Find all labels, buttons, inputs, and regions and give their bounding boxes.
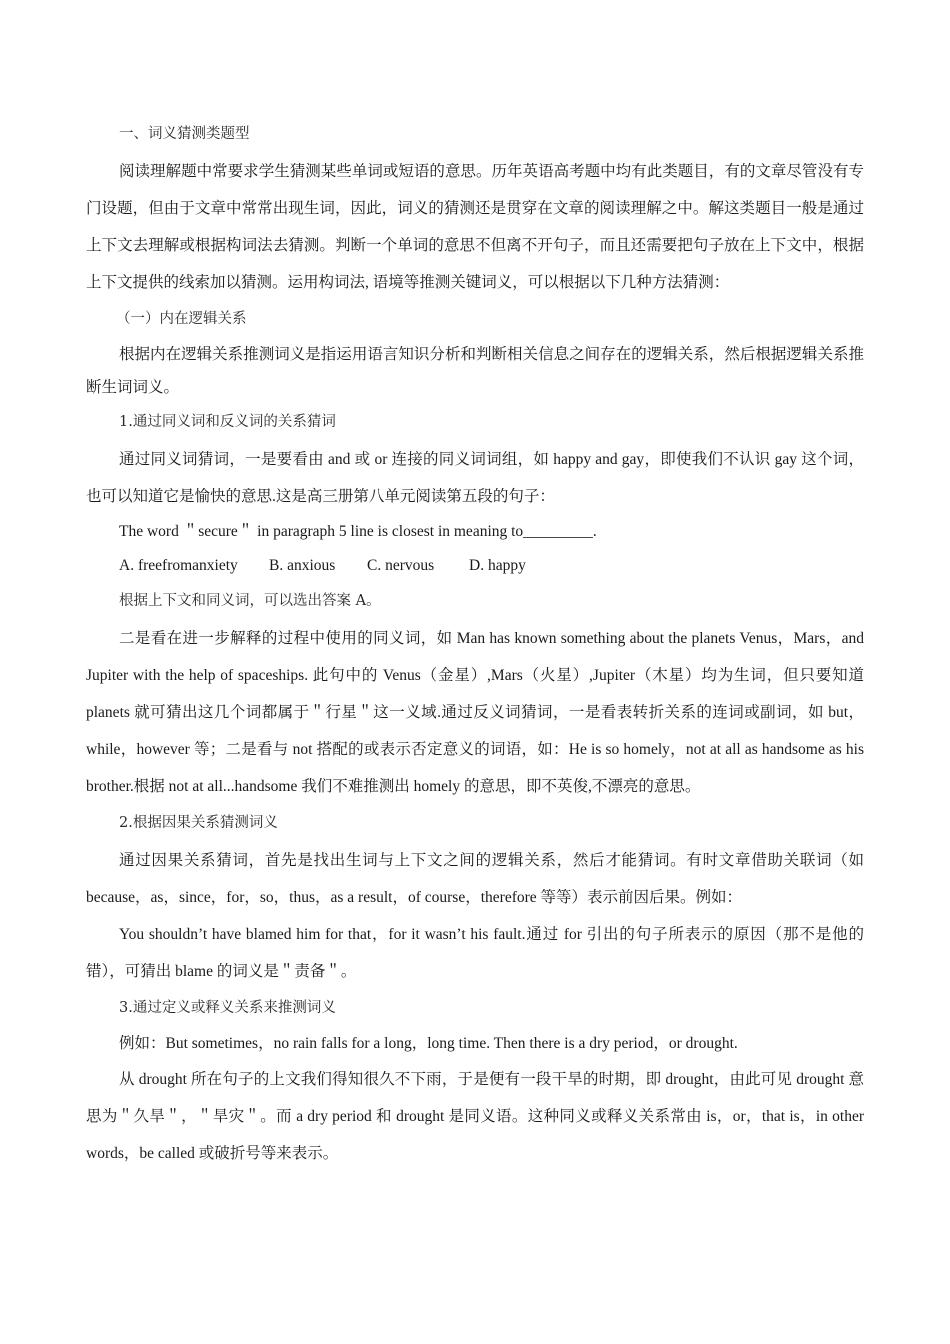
item3-example: 例如：But sometimes，no rain falls for a long，long time. Then there is a dry period，or drought.	[119, 1035, 738, 1052]
answer-note: 根据上下文和同义词，可以选出答案 A。	[119, 593, 381, 609]
item3-title: 3.通过定义或释义关系来推测词义	[119, 1000, 336, 1016]
item1-title: 1.通过同义词和反义词的关系猜词	[119, 414, 336, 430]
item1-paragraph-2: 二是看在进一步解释的过程中使用的同义词，如 Man has known something about the planets Venus，Mars，and Jupiter with the help of spaceships. 此句中的 Venus（金星）,Mars（火星）,Jupiter（木星）均为生词，但只要知道 planets 就可猜出这几个词都属于＂行星＂这一义域.通过反义词猜词，一是看表转折关系的连词或副词，如 but，while，however 等；二是看与 not 搭配的或表示否定意义的词语，如：He is so homely，not at all as handsome as his brother.根据 not at all...handsome 我们不难推测出 homely 的意思，即不英俊,不漂亮的意思。	[86, 630, 864, 795]
intro-paragraph: 阅读理解题中常要求学生猜测某些单词或短语的意思。历年英语高考题中均有此类题目，有的文章尽管没有专门设题，但由于文章中常常出现生词，因此，词义的猜测还是贯穿在文章的阅读理解之中。解这类题目一般是通过上下文去理解或根据构词法去猜测。判断一个单词的意思不但离不开句子，而且还需要把句子放在上下文中，根据上下文提供的线索加以猜测。运用构词法, 语境等推测关键词义，可以根据以下几种方法猜测：	[86, 163, 864, 291]
option-b: B. anxious	[269, 557, 336, 574]
answer-options	[86, 549, 864, 583]
item3-paragraph: 从 drought 所在句子的上文我们得知很久不下雨，于是便有一段干旱的时期，即 drought，由此可见 drought 意思为＂久旱＂，＂旱灾＂。而 a dry period 和 drought 是同义语。这种同义或释义关系常由 is，or，that is，in other words，be called 或破折号等来表示。	[86, 1071, 864, 1162]
option-c: C. nervous	[367, 557, 435, 574]
question-line: The word ＂secure＂ in paragraph 5 line is closest in meaning to_________.	[119, 523, 597, 540]
item2-paragraph: 通过因果关系猜词，首先是找出生词与上下文之间的逻辑关系，然后才能猜词。有时文章借助关联词（如 because，as，since，for，so，thus，as a result，of course，therefore 等等）表示前因后果。例如：	[86, 852, 864, 906]
item2-example: You shouldn’t have blamed him for that，for it wasn’t his fault.通过 for 引出的句子所表示的原因（那不是他的错），可猜出 blame 的词义是＂责备＂。	[86, 926, 864, 980]
item2-title: 2.根据因果关系猜测词义	[119, 815, 278, 831]
option-d: D. happy	[469, 557, 526, 574]
option-a: A. freefromanxiety	[119, 557, 238, 574]
logic-paragraph: 根据内在逻辑关系推测词义是指运用语言知识分析和判断相关信息之间存在的逻辑关系，然后根据逻辑关系推断生词词义。	[86, 346, 864, 396]
document-page	[86, 116, 864, 1172]
section-title: 一、词义猜测类题型	[119, 126, 250, 142]
item1-paragraph: 通过同义词猜词，一是要看由 and 或 or 连接的同义词词组，如 happy and gay，即使我们不认识 gay 这个词，也可以知道它是愉快的意思.这是高三册第八单元阅读第五段的句子：	[86, 451, 864, 505]
subsection-title: （一）内在逻辑关系	[116, 311, 247, 327]
